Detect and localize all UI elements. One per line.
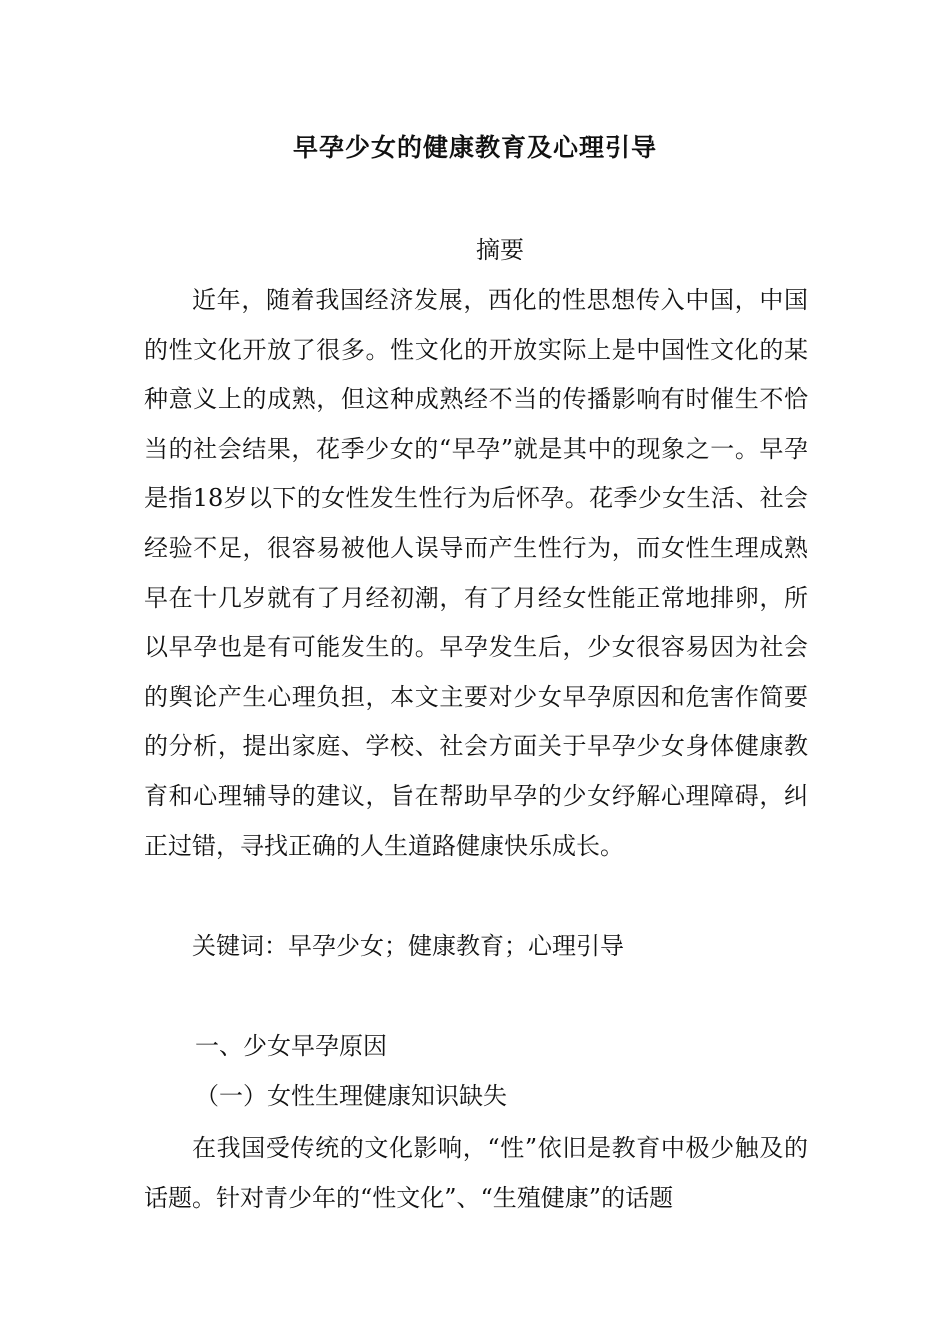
abstract-body: 近年，随着我国经济发展，西化的性思想传入中国，中国的性文化开放了很多。性文化的开放实际上是中国性文化的某种意义上的成熟，但这种成熟经不当的传播影响有时催生不恰当的社会结果，花季少女的“早孕”就是其中的现象之一。早孕是指18岁以下的女性发生性行为后怀孕。花季少女生活、社会经验不足，很容易被他人误导而产生性行为，而女性生理成熟早在十几岁就有了月经初潮，有了月经女性能正常地排卵，所以早孕也是有可能发生的。早孕发生后，少女很容易因为社会的舆论产生心理负担，本文主要对少女早孕原因和危害作简要的分析，提出家庭、学校、社会方面关于早孕少女身体健康教育和心理辅导的建议，旨在帮助早孕的少女纾解心理障碍，纠正过错，寻找正确的人生道路健康快乐成长。 [144,286,808,860]
keywords-line: 关键词：早孕少女；健康教育；心理引导 [192,932,624,960]
section-heading: 一、少女早孕原因 [195,1032,387,1060]
document-title: 早孕少女的健康教育及心理引导 [292,133,657,162]
subsection-heading: （一）女性生理健康知识缺失 [195,1082,507,1110]
section-body: 在我国受传统的文化影响，“性”依旧是教育中极少触及的话题。针对青少年的“性文化”、“生殖健康”的话题 [144,1134,808,1212]
abstract-heading: 摘要 [476,236,524,264]
